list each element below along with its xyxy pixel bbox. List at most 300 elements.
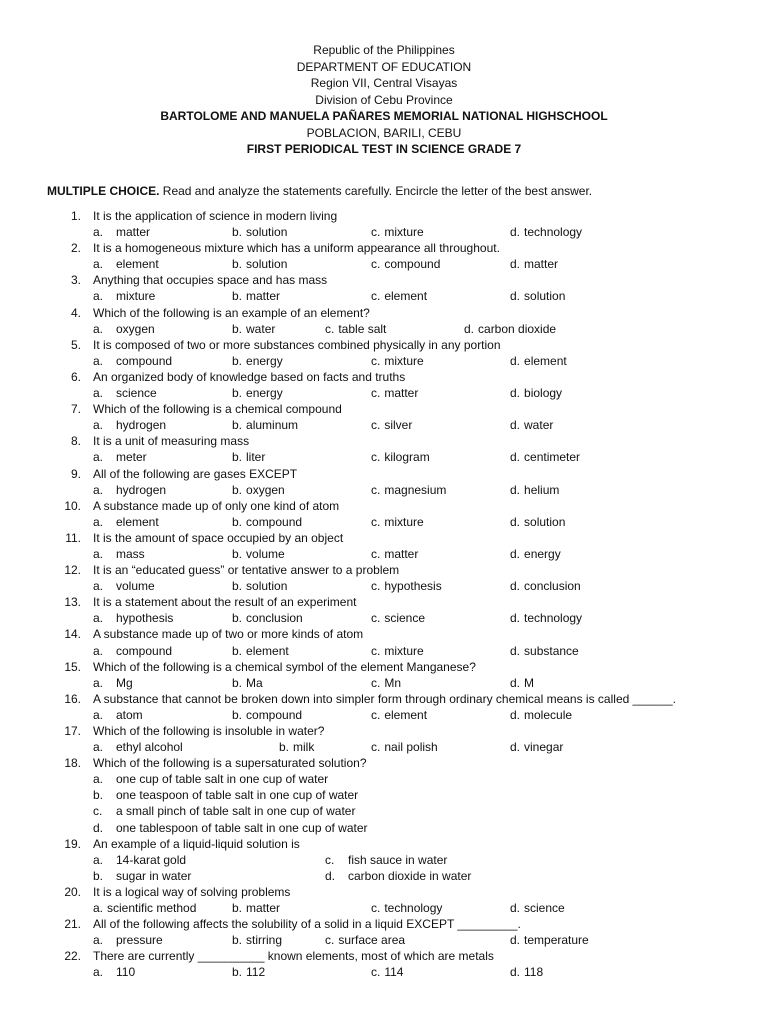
answer-option[interactable]	[371, 900, 442, 916]
option-letter: b.	[232, 482, 243, 497]
options-row	[0, 820, 768, 836]
option-letter: b.	[232, 579, 243, 594]
option-letter: d.	[510, 643, 521, 658]
question-row	[0, 723, 768, 739]
answer-option[interactable]	[93, 868, 191, 884]
options-row	[0, 546, 768, 562]
header-republic: Republic of the Philippines	[313, 43, 455, 57]
option-letter: d.	[510, 386, 521, 401]
question-number: 6.	[70, 369, 81, 384]
question-text: An organized body of knowledge based on facts and truths	[93, 369, 406, 384]
option-text: mixture	[384, 514, 424, 529]
option-text: a small pinch of table salt in one cup of water	[116, 804, 356, 819]
option-letter: b.	[232, 611, 243, 626]
answer-option[interactable]	[93, 787, 358, 803]
answer-option[interactable]	[93, 288, 155, 304]
question-number: 17.	[64, 724, 81, 738]
option-text: element	[384, 289, 428, 304]
answer-option[interactable]	[279, 739, 314, 755]
options-row	[0, 256, 768, 272]
answer-option[interactable]	[93, 932, 163, 948]
answer-option[interactable]	[464, 321, 556, 337]
option-text: solution	[524, 289, 566, 304]
question-row	[0, 836, 768, 852]
answer-option[interactable]	[93, 707, 143, 723]
answer-option[interactable]	[510, 385, 562, 401]
option-text: element	[116, 257, 159, 272]
test-title: FIRST PERIODICAL TEST IN SCIENCE GRADE 7	[246, 142, 522, 156]
option-text: magnesium	[384, 482, 447, 497]
header-region: Region VII, Central Visayas	[310, 76, 458, 90]
answer-option[interactable]	[510, 739, 563, 755]
answer-option[interactable]	[93, 643, 172, 659]
option-text: water	[246, 321, 276, 336]
question-number: 13.	[64, 595, 81, 610]
option-text: mixture	[384, 225, 424, 240]
options-row	[0, 868, 768, 884]
question-text: It is a homogeneous mixture which has a uniform appearance all throughout.	[93, 241, 500, 256]
option-text: element	[524, 353, 567, 368]
question-row	[0, 884, 768, 900]
question-text: It is a unit of measuring mass	[93, 434, 250, 449]
answer-option[interactable]	[93, 739, 183, 755]
answer-option[interactable]	[93, 852, 186, 868]
answer-option[interactable]	[232, 675, 263, 691]
option-letter: d.	[510, 933, 521, 948]
option-text: temperature	[524, 933, 589, 948]
option-letter: a.	[93, 643, 104, 658]
answer-option[interactable]	[325, 932, 405, 948]
answer-option[interactable]	[371, 256, 440, 272]
option-text: silver	[384, 418, 413, 433]
option-letter: b.	[232, 933, 243, 948]
option-text: conclusion	[246, 611, 303, 626]
option-letter: a.	[93, 546, 104, 561]
answer-option[interactable]	[371, 964, 403, 980]
question-number: 20.	[64, 884, 81, 899]
option-letter: a.	[93, 353, 104, 368]
option-text: 110	[116, 965, 136, 980]
question-number: 16.	[64, 691, 81, 706]
question-row	[0, 433, 768, 449]
option-letter: d.	[510, 418, 521, 433]
question-text: A substance made up of only one kind of atom	[93, 498, 340, 513]
option-text: stirring	[246, 933, 283, 948]
answer-option[interactable]	[232, 449, 265, 465]
answer-option[interactable]	[510, 353, 567, 369]
answer-option[interactable]	[93, 803, 355, 819]
option-letter: a.	[93, 675, 104, 690]
answer-option[interactable]	[325, 852, 447, 868]
option-letter: c.	[371, 353, 381, 368]
answer-option[interactable]	[232, 932, 282, 948]
option-text: meter	[116, 450, 147, 465]
answer-option[interactable]	[232, 353, 283, 369]
option-text: carbon dioxide in water	[348, 868, 472, 883]
option-letter: b.	[232, 321, 243, 336]
question-row	[0, 272, 768, 288]
option-letter: d.	[510, 225, 521, 240]
option-letter: c.	[325, 933, 335, 948]
answer-option[interactable]	[510, 288, 565, 304]
option-text: Ma	[246, 675, 263, 690]
answer-option[interactable]	[325, 321, 386, 337]
answer-option[interactable]	[510, 900, 565, 916]
option-text: aluminum	[246, 418, 299, 433]
option-text: energy	[524, 546, 561, 561]
answer-option[interactable]	[371, 385, 418, 401]
option-letter: c.	[325, 852, 335, 867]
question-text: All of the following affects the solubility of a solid in a liquid EXCEPT _________.	[93, 917, 521, 932]
question-row	[0, 208, 768, 224]
option-letter: a.	[93, 386, 104, 401]
question-number: 9.	[70, 466, 81, 481]
question-number: 7.	[70, 402, 81, 417]
answer-option[interactable]	[232, 707, 302, 723]
option-letter: a.	[93, 901, 104, 916]
answer-option[interactable]	[93, 449, 147, 465]
option-text: hypothesis	[116, 611, 174, 626]
question-text: All of the following are gases EXCEPT	[93, 466, 298, 481]
answer-option[interactable]	[510, 449, 580, 465]
question-text: Which of the following is a chemical symbol of the element Manganese?	[93, 659, 476, 674]
option-text: volume	[246, 546, 285, 561]
answer-option[interactable]	[510, 514, 565, 530]
option-letter: b.	[232, 353, 243, 368]
option-letter: b.	[93, 868, 104, 883]
option-letter: c.	[371, 418, 381, 433]
answer-option[interactable]	[232, 578, 287, 594]
option-text: solution	[246, 257, 288, 272]
option-letter: c.	[371, 257, 381, 272]
option-letter: a.	[93, 852, 104, 867]
option-text: energy	[246, 353, 283, 368]
option-text: 114	[384, 965, 404, 980]
option-letter: b.	[232, 225, 243, 240]
option-text: scientific method	[107, 901, 197, 916]
options-row	[0, 578, 768, 594]
question-row	[0, 337, 768, 353]
answer-option[interactable]	[93, 514, 159, 530]
option-text: mass	[116, 546, 145, 561]
school-address: POBLACION, BARILI, CEBU	[306, 125, 462, 140]
option-text: one teaspoon of table salt in one cup of water	[116, 788, 359, 803]
option-text: mixture	[116, 289, 156, 304]
option-letter: a.	[93, 965, 104, 980]
answer-option[interactable]	[371, 546, 418, 562]
answer-option[interactable]	[93, 256, 159, 272]
options-row	[0, 787, 768, 803]
answer-option[interactable]	[371, 482, 446, 498]
option-text: matter	[524, 257, 559, 272]
options-row	[0, 385, 768, 401]
answer-option[interactable]	[232, 417, 298, 433]
option-text: molecule	[524, 707, 573, 722]
option-letter: a.	[93, 514, 104, 529]
option-text: element	[384, 707, 428, 722]
option-letter: b.	[232, 386, 243, 401]
answer-option[interactable]	[510, 932, 589, 948]
instructions-text: Read and analyze the statements carefully. Encircle the letter of the best answer.	[159, 184, 593, 198]
option-letter: d.	[510, 353, 521, 368]
option-letter: b.	[232, 450, 243, 465]
option-text: atom	[116, 707, 143, 722]
answer-option[interactable]	[93, 353, 172, 369]
option-text: milk	[293, 740, 315, 755]
option-letter: d.	[93, 820, 104, 835]
option-letter: a.	[93, 707, 104, 722]
question-number: 8.	[70, 434, 81, 449]
answer-option[interactable]	[93, 820, 368, 836]
option-text: technology	[384, 901, 443, 916]
options-row	[0, 353, 768, 369]
option-text: nail polish	[384, 740, 438, 755]
answer-option[interactable]	[232, 385, 283, 401]
question-row	[0, 498, 768, 514]
answer-option[interactable]	[93, 610, 173, 626]
answer-option[interactable]	[232, 482, 285, 498]
answer-option[interactable]	[93, 546, 145, 562]
option-letter: b.	[93, 788, 104, 803]
answer-option[interactable]	[93, 675, 133, 691]
option-letter: c.	[371, 289, 381, 304]
option-text: water	[524, 418, 554, 433]
option-letter: d.	[510, 546, 521, 561]
question-text: A substance made up of two or more kinds of atom	[93, 627, 364, 642]
option-letter: c.	[371, 482, 381, 497]
options-row	[0, 482, 768, 498]
question-text: Which of the following is a supersaturated solution?	[93, 756, 367, 771]
answer-option[interactable]	[510, 417, 553, 433]
option-text: science	[116, 386, 157, 401]
option-text: oxygen	[246, 482, 285, 497]
option-letter: b.	[232, 289, 243, 304]
question-row	[0, 466, 768, 482]
answer-option[interactable]	[232, 546, 285, 562]
answer-option[interactable]	[325, 868, 471, 884]
answer-option[interactable]	[510, 256, 558, 272]
option-text: solution	[524, 514, 566, 529]
answer-option[interactable]	[510, 546, 561, 562]
option-letter: b.	[232, 418, 243, 433]
options-row	[0, 417, 768, 433]
answer-option[interactable]	[93, 417, 166, 433]
option-text: Mn	[384, 675, 402, 690]
option-letter: d.	[510, 289, 521, 304]
answer-option[interactable]	[371, 224, 424, 240]
option-text: compound	[384, 257, 441, 272]
option-text: hypothesis	[384, 579, 442, 594]
option-text: liter	[246, 450, 266, 465]
question-row	[0, 916, 768, 932]
option-letter: d.	[510, 901, 521, 916]
question-text: It is a logical way of solving problems	[93, 884, 291, 899]
option-text: hydrogen	[116, 482, 167, 497]
option-letter: b.	[232, 257, 243, 272]
option-letter: d.	[510, 257, 521, 272]
answer-option[interactable]	[93, 578, 155, 594]
option-text: volume	[116, 579, 155, 594]
option-letter: a.	[93, 289, 104, 304]
question-number: 12.	[64, 563, 81, 578]
option-letter: d.	[464, 321, 475, 336]
answer-option[interactable]	[232, 224, 287, 240]
option-letter: b.	[232, 707, 243, 722]
question-row	[0, 948, 768, 964]
answer-option[interactable]	[510, 610, 582, 626]
question-text: Which of the following is a chemical compound	[93, 402, 342, 417]
answer-option[interactable]	[93, 964, 135, 980]
option-text: technology	[524, 611, 583, 626]
question-row	[0, 530, 768, 546]
answer-option[interactable]	[510, 482, 559, 498]
option-letter: b.	[232, 965, 243, 980]
option-text: one cup of table salt in one cup of water	[116, 772, 329, 787]
option-letter: c.	[371, 643, 381, 658]
answer-option[interactable]	[93, 482, 166, 498]
option-letter: d.	[510, 707, 521, 722]
answer-option[interactable]	[371, 643, 424, 659]
answer-option[interactable]	[232, 256, 287, 272]
option-letter: d.	[325, 868, 336, 883]
option-letter: a.	[93, 418, 104, 433]
question-row	[0, 369, 768, 385]
options-row	[0, 449, 768, 465]
option-letter: a.	[93, 579, 104, 594]
question-text: It is a statement about the result of an experiment	[93, 595, 357, 610]
question-number: 4.	[70, 305, 81, 320]
question-number: 21.	[64, 917, 81, 932]
question-text: An example of a liquid-liquid solution is	[93, 836, 300, 851]
option-text: mixture	[384, 643, 424, 658]
option-text: one tablespoon of table salt in one cup of water	[116, 820, 368, 835]
answer-option[interactable]	[93, 321, 155, 337]
answer-option[interactable]	[371, 610, 425, 626]
answer-option[interactable]	[93, 771, 328, 787]
question-number: 15.	[64, 659, 81, 674]
option-text: solution	[246, 225, 288, 240]
option-letter: c.	[371, 225, 381, 240]
answer-option[interactable]	[371, 675, 401, 691]
question-row	[0, 562, 768, 578]
option-letter: b.	[232, 643, 243, 658]
option-letter: b.	[279, 740, 290, 755]
answer-option[interactable]	[371, 449, 430, 465]
option-letter: c.	[371, 611, 381, 626]
answer-option[interactable]	[510, 224, 582, 240]
option-text: energy	[246, 386, 283, 401]
option-letter: d.	[510, 450, 521, 465]
options-row	[0, 610, 768, 626]
answer-option[interactable]	[510, 578, 581, 594]
answer-option[interactable]	[93, 385, 157, 401]
question-row	[0, 305, 768, 321]
question-number: 18.	[64, 756, 81, 771]
document-header	[0, 42, 768, 158]
answer-option[interactable]	[371, 707, 427, 723]
option-text: technology	[524, 225, 583, 240]
option-text: ethyl alcohol	[116, 740, 183, 755]
answer-option[interactable]	[510, 707, 572, 723]
question-number: 10.	[64, 498, 81, 513]
option-letter: d.	[510, 482, 521, 497]
question-text: A substance that cannot be broken down into simpler form through ordinary chemical means is called ______.	[93, 691, 676, 706]
question-number: 1.	[70, 209, 81, 223]
option-text: biology	[524, 386, 563, 401]
question-list	[0, 208, 768, 981]
answer-option[interactable]	[510, 964, 543, 980]
options-row	[0, 288, 768, 304]
option-letter: d.	[510, 740, 521, 755]
answer-option[interactable]	[371, 739, 438, 755]
question-text: It is the amount of space occupied by an object	[93, 530, 344, 545]
question-number: 2.	[70, 241, 81, 256]
option-letter: c.	[93, 804, 103, 819]
answer-option[interactable]	[371, 417, 412, 433]
header-division: Division of Cebu Province	[315, 92, 453, 107]
question-row	[0, 401, 768, 417]
answer-option[interactable]	[232, 288, 280, 304]
instructions-label: MULTIPLE CHOICE.	[47, 184, 160, 198]
answer-option[interactable]	[371, 353, 424, 369]
option-text: centimeter	[524, 450, 581, 465]
option-text: science	[384, 611, 426, 626]
question-text: It is composed of two or more substances combined physically in any portion	[93, 337, 501, 352]
answer-option[interactable]	[232, 900, 280, 916]
question-text: It is the application of science in modern living	[93, 209, 338, 223]
option-text: M	[524, 675, 535, 690]
option-text: science	[524, 901, 565, 916]
option-text: carbon dioxide	[478, 321, 557, 336]
option-text: matter	[384, 546, 419, 561]
answer-option[interactable]	[232, 610, 303, 626]
option-text: compound	[246, 707, 303, 722]
answer-option[interactable]	[510, 675, 534, 691]
answer-option[interactable]	[232, 321, 275, 337]
option-letter: a.	[93, 740, 104, 755]
options-row	[0, 900, 768, 916]
option-letter: b.	[232, 546, 243, 561]
answer-option[interactable]	[232, 643, 289, 659]
answer-option[interactable]	[93, 900, 196, 916]
option-text: 112	[246, 965, 266, 980]
option-letter: c.	[371, 707, 381, 722]
option-text: 118	[524, 965, 544, 980]
options-row	[0, 739, 768, 755]
option-text: substance	[524, 643, 579, 658]
answer-option[interactable]	[93, 224, 150, 240]
option-letter: d.	[510, 611, 521, 626]
answer-option[interactable]	[232, 514, 302, 530]
option-letter: d.	[510, 579, 521, 594]
options-row	[0, 224, 768, 240]
school-name: BARTOLOME AND MANUELA PAÑARES MEMORIAL NATIONAL HIGHSCHOOL	[160, 109, 608, 123]
question-number: 3.	[70, 273, 81, 288]
option-text: helium	[524, 482, 560, 497]
answer-option[interactable]	[510, 643, 579, 659]
answer-option[interactable]	[371, 288, 427, 304]
answer-option[interactable]	[232, 964, 265, 980]
option-letter: c.	[371, 740, 381, 755]
option-text: fish sauce in water	[348, 852, 448, 867]
option-text: element	[246, 643, 289, 658]
options-row	[0, 852, 768, 868]
question-row	[0, 626, 768, 642]
answer-option[interactable]	[371, 578, 442, 594]
answer-option[interactable]	[371, 514, 424, 530]
option-letter: a.	[93, 257, 104, 272]
options-row	[0, 964, 768, 980]
